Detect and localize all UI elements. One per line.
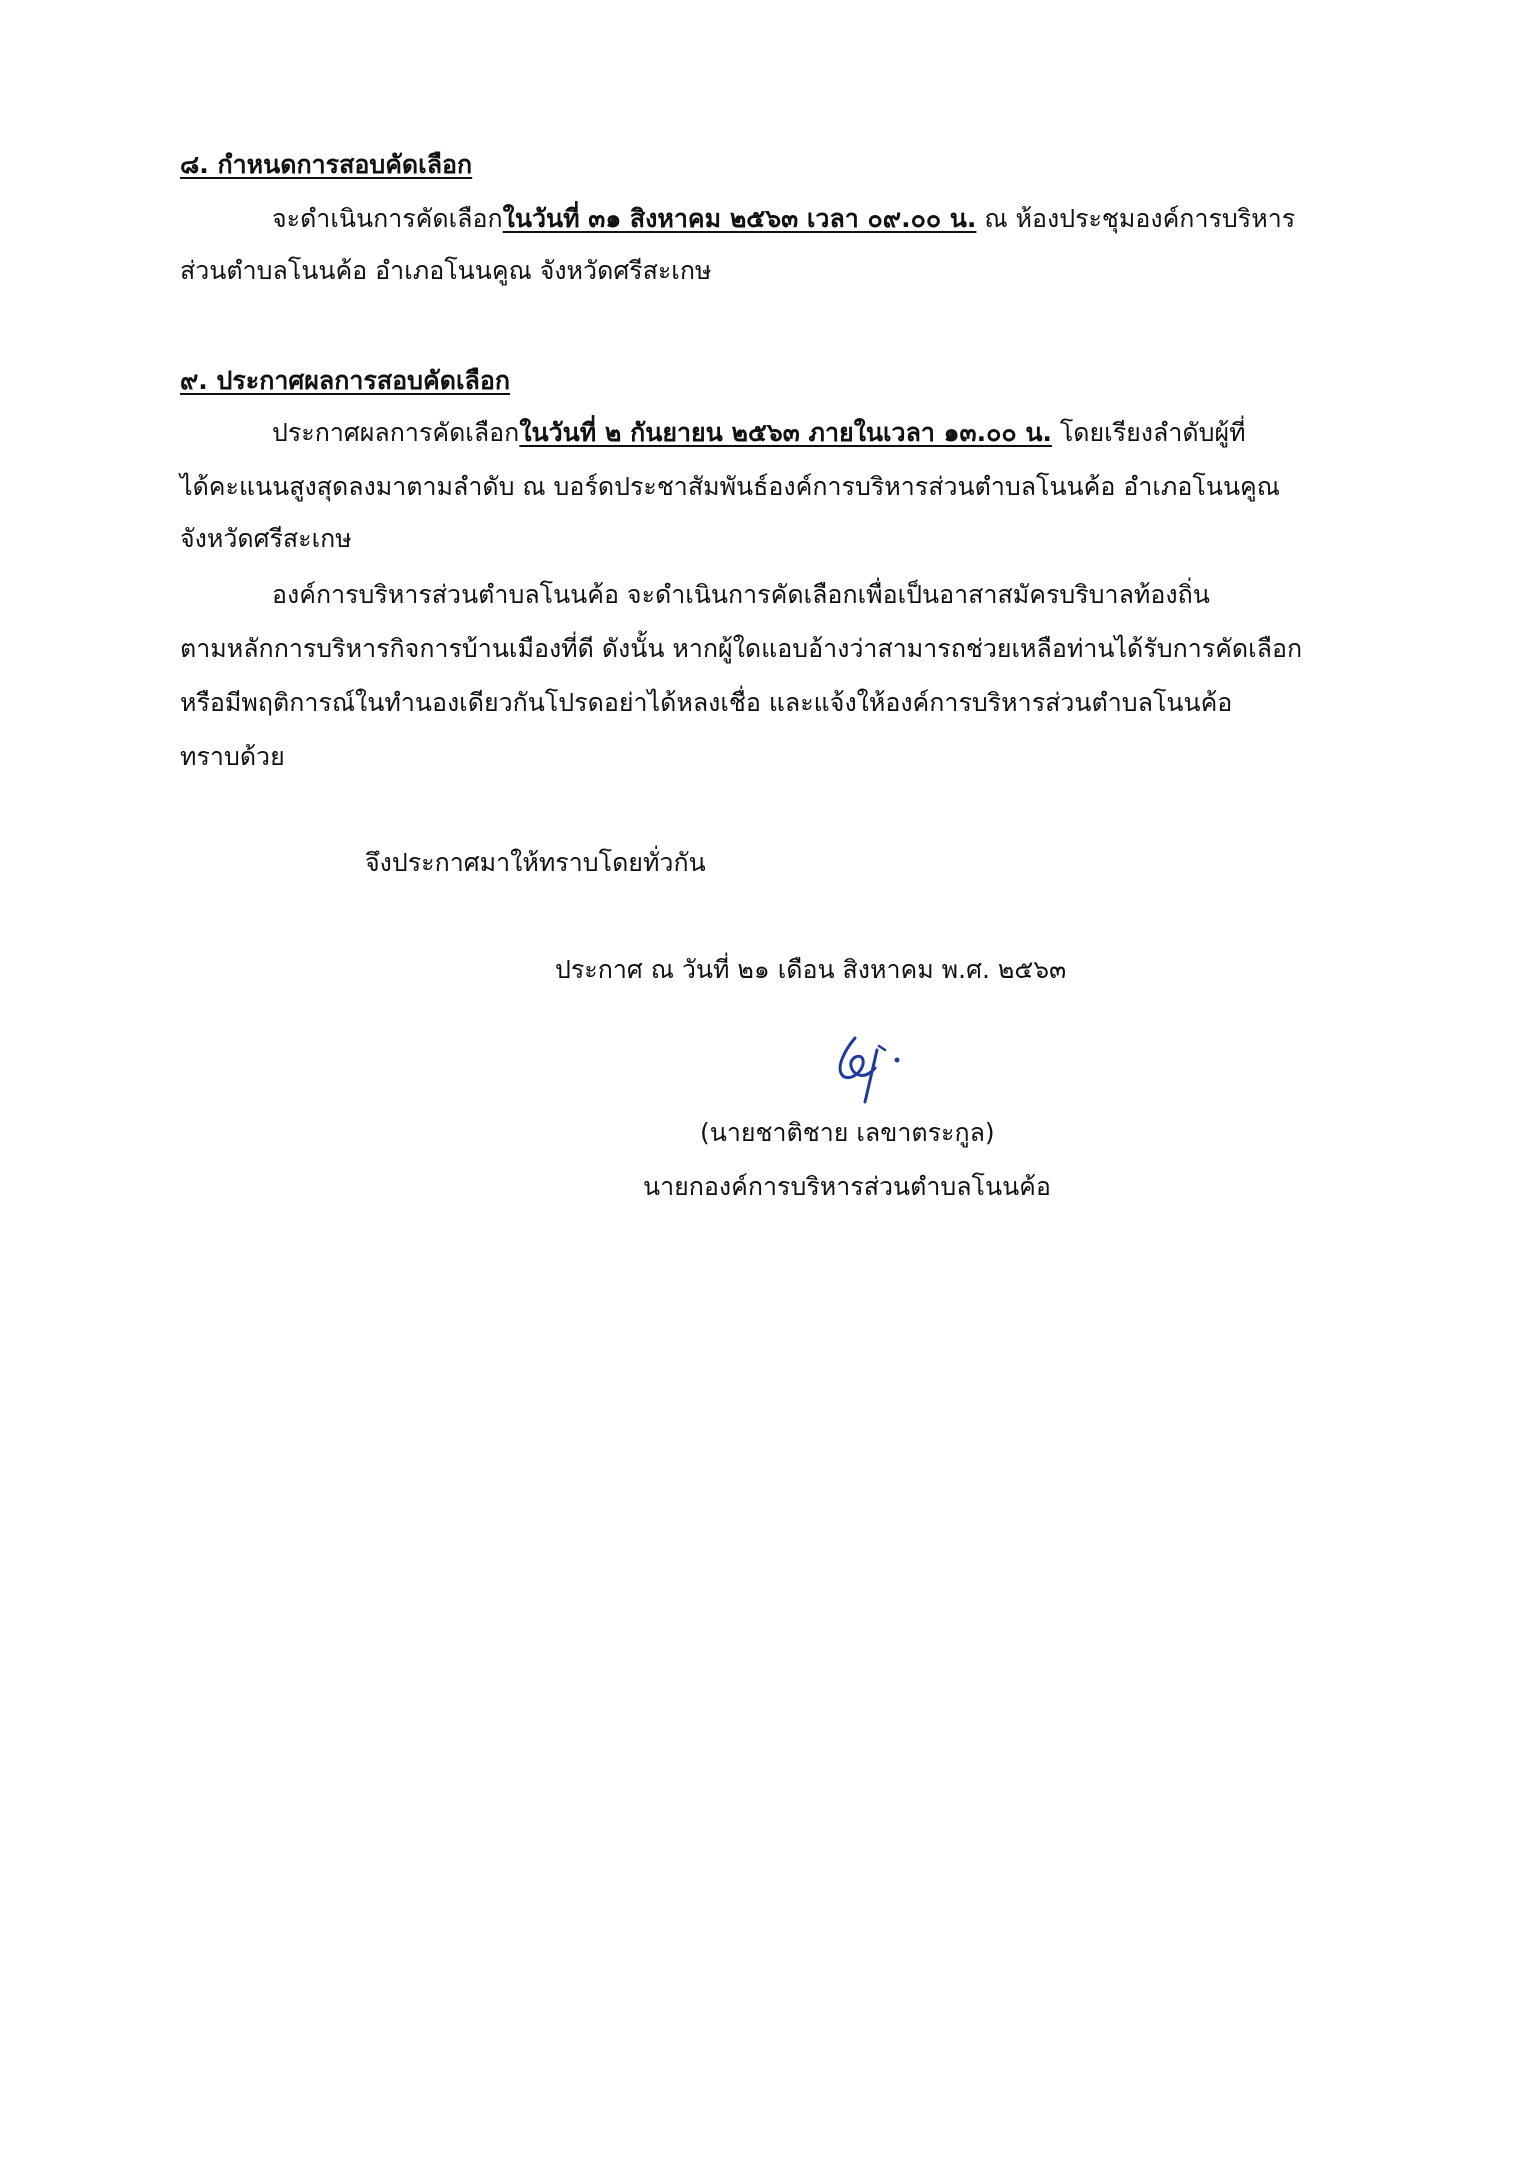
section-9-heading: ๙. ประกาศผลการสอบคัดเลือก bbox=[180, 366, 510, 395]
section-8-paragraph-line-2: ส่วนตำบลโนนค้อ อำเภอโนนคูณ จังหวัดศรีสะเกษ bbox=[180, 256, 712, 285]
section-9-paragraph-line-1 bbox=[272, 416, 1246, 450]
section-9-paragraph-2-line-4: ทราบด้วย bbox=[180, 742, 285, 771]
section-8-exam-date: ในวันที่ ๓๑ สิงหาคม ๒๕๖๓ เวลา ๐๙.๐๐ น. bbox=[502, 204, 977, 233]
section-9-paragraph-2-line-1: องค์การบริหารส่วนตำบลโนนค้อ จะดำเนินการคัดเลือกเพื่อเป็นอาสาสมัครบริบาลท้องถิ่น bbox=[272, 580, 1210, 609]
closing-announcement: จึงประกาศมาให้ทราบโดยทั่วกัน bbox=[365, 848, 706, 877]
section-8-paragraph-line-1 bbox=[272, 202, 1295, 236]
section-9-text: ประกาศผลการคัดเลือก bbox=[272, 418, 520, 447]
section-9-paragraph-line-2: ได้คะแนนสูงสุดลงมาตามลำดับ ณ บอร์ดประชาสัมพันธ์องค์การบริหารส่วนตำบลโนนค้อ อำเภอโนนคูณ bbox=[180, 472, 1280, 501]
section-9-paragraph-2-line-2: ตามหลักการบริหารกิจการบ้านเมืองที่ดี ดังนั้น หากผู้ใดแอบอ้างว่าสามารถช่วยเหลือท่านได้รับการคัดเลือก bbox=[180, 634, 1303, 663]
signer-title: นายกองค์การบริหารส่วนตำบลโนนค้อ bbox=[643, 1172, 1051, 1201]
section-8-text: จะดำเนินการคัดเลือก bbox=[272, 204, 503, 233]
section-8-heading: ๘. กำหนดการสอบคัดเลือก bbox=[180, 150, 473, 179]
signature-image bbox=[815, 1020, 925, 1110]
announcement-date: ประกาศ ณ วันที่ ๒๑ เดือน สิงหาคม พ.ศ. ๒๕๖๓ bbox=[555, 955, 1067, 984]
section-9-result-date: ในวันที่ ๒ กันยายน ๒๕๖๓ ภายในเวลา ๑๓.๐๐ น. bbox=[519, 418, 1052, 447]
section-8-text-venue: ณ ห้องประชุมองค์การบริหาร bbox=[976, 204, 1296, 233]
section-9-paragraph-line-3: จังหวัดศรีสะเกษ bbox=[180, 524, 352, 553]
section-9-text-order: โดยเรียงลำดับผู้ที่ bbox=[1051, 418, 1246, 447]
section-9-paragraph-2-line-3: หรือมีพฤติการณ์ในทำนองเดียวกันโปรดอย่าได้หลงเชื่อ และแจ้งให้องค์การบริหารส่วนตำบลโนนค้อ bbox=[180, 688, 1233, 717]
signer-name: (นายชาติชาย เลขาตระกูล) bbox=[700, 1118, 995, 1147]
